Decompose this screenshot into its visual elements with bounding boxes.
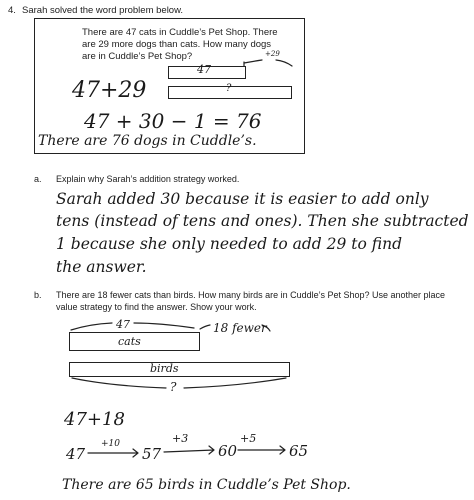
fewer-bracket-right	[262, 325, 270, 331]
part-b-prompt-line-1: There are 18 fewer cats than birds. How many birds are in Cuddle’s Pet Shop? Use another place	[56, 290, 446, 300]
bracket-label: +29	[265, 50, 280, 58]
part-a-response-line-3: 1 because she only needed to add 29 to find	[56, 235, 402, 253]
cats-bar-label: cats	[118, 335, 141, 348]
number-line-value-1: 47	[66, 445, 86, 463]
fewer-label: 18 fewer	[213, 321, 267, 335]
part-a-prompt: Explain why Sarah’s addition strategy worked.	[56, 174, 240, 184]
question-number: 4.	[8, 5, 16, 16]
birds-bottom-bracket	[72, 378, 286, 388]
sarah-expression: 47+29	[72, 78, 147, 103]
number-line-value-3: 60	[218, 442, 238, 460]
number-line-jump-1: +10	[101, 439, 120, 449]
plus29-bracket	[244, 60, 292, 66]
birds-bar-label: birds	[150, 362, 179, 375]
number-line-jump-3: +5	[240, 432, 257, 445]
problem-line-1: There are 47 cats in Cuddle’s Pet Shop. There	[82, 27, 278, 38]
part-b-answer: There are 65 birds in Cuddle’s Pet Shop.	[62, 477, 351, 493]
number-line-value-4: 65	[289, 442, 309, 460]
part-b-prompt-line-2: value strategy to find the answer. Show your work.	[56, 302, 257, 312]
arrow-60-to-65	[238, 446, 285, 454]
cats-top-bracket	[71, 323, 194, 330]
question-prompt: Sarah solved the word problem below.	[22, 5, 184, 16]
part-b-label: b.	[34, 290, 42, 300]
part-b-expression: 47+18	[64, 409, 125, 430]
problem-line-2: are 29 more dogs than cats. How many dogs	[82, 39, 272, 50]
part-a-response-line-4: the answer.	[56, 258, 147, 276]
birds-question-label: ?	[170, 380, 177, 394]
fewer-bracket-left	[200, 325, 210, 329]
bottom-tape-label: ?	[226, 83, 232, 94]
top-tape-label: 47	[197, 63, 211, 76]
part-a-label: a.	[34, 174, 42, 184]
arrow-57-to-60	[164, 446, 214, 454]
number-line-value-2: 57	[142, 445, 162, 463]
cats-top-label: 47	[116, 318, 130, 331]
part-a-response-line-2: tens (instead of tens and ones). Then she subtracted	[56, 212, 469, 230]
part-a-response-line-1: Sarah added 30 because it is easier to add only	[56, 190, 429, 208]
problem-line-3: are in Cuddle’s Pet Shop?	[82, 51, 193, 62]
number-line-jump-2: +3	[172, 432, 189, 445]
sarah-answer: There are 76 dogs in Cuddle’s.	[38, 133, 257, 149]
sarah-equation: 47 + 30 − 1 = 76	[84, 109, 262, 133]
arrow-47-to-57	[88, 449, 138, 457]
